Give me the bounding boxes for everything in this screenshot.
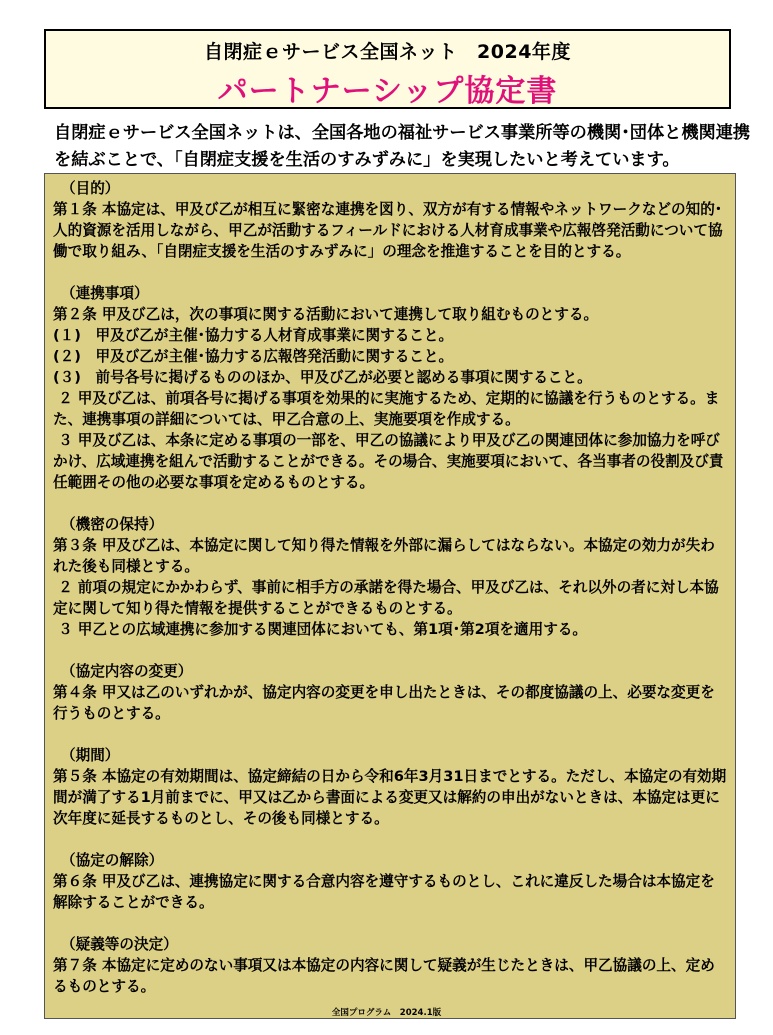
article-heading: （協定の解除） <box>61 852 164 869</box>
document-subtitle: 自閉症ｅサービス全国ネット 2024年度 <box>204 41 571 63</box>
article-heading: （疑義等の決定） <box>61 936 178 953</box>
article-paragraph: (３) 前号各号に掲げるもののほか、甲及び乙が必要と認める事項に関すること。 <box>53 369 592 386</box>
article-6 <box>53 850 727 913</box>
article-heading: （目的） <box>61 180 120 197</box>
article-4 <box>53 661 727 724</box>
article-paragraph: (２) 甲及び乙が主催･協力する広報啓発活動に関すること。 <box>53 348 454 365</box>
article-paragraph: 第１条 本協定は、甲及び乙が相互に緊密な連携を図り、双方が有する情報やネットワークなどの知的･人的資源を活用しながら、甲乙が活動するフィールドにおける人材育成事業や広報啓発活動について協働で取り組み、「自閉症支援を生活のすみずみに」の理念を推進することを目的とする。 <box>53 201 723 260</box>
article-3 <box>53 514 727 640</box>
article-paragraph: (１) 甲及び乙が主催･協力する人材育成事業に関すること。 <box>53 327 454 344</box>
article-7 <box>53 934 727 997</box>
version-footer: 全国プログラム 2024.1版 <box>331 1008 442 1018</box>
article-paragraph: ２ 前項の規定にかかわらず、事前に相手方の承諾を得た場合、甲及び乙は、それ以外の者に対し本協定に関して知り得た情報を提供することができるものとする。 <box>53 579 719 617</box>
article-paragraph: 第４条 甲又は乙のいずれかが、協定内容の変更を申し出たときは、その都度協議の上、必要な変更を行うものとする。 <box>53 684 715 722</box>
article-heading: （連携事項） <box>61 285 149 302</box>
document-title: パートナーシップ協定書 <box>217 74 558 109</box>
article-heading: （協定内容の変更） <box>61 663 193 680</box>
agreement-body <box>44 173 736 1019</box>
article-paragraph: ３ 甲乙との広域連携に参加する関連団体においても、第1項･第2項を適用する。 <box>53 621 587 638</box>
article-paragraph: ３ 甲及び乙は、本条に定める事項の一部を、甲乙の協議により甲及び乙の関連団体に参加協力を呼びかけ、広域連携を組んで活動することができる。その場合、実施要項において、各当事者の役割及び責任範囲その他の必要な事項を定めるものとする。 <box>53 432 724 491</box>
title-box <box>44 29 731 109</box>
article-paragraph: 第７条 本協定に定めのない事項又は本協定の内容に関して疑義が生じたときは、甲乙協議の上、定めるものとする。 <box>53 957 715 995</box>
article-1 <box>53 178 727 262</box>
article-heading: （機密の保持） <box>61 516 164 533</box>
article-paragraph: 第２条 甲及び乙は，次の事項に関する活動において連携して取り組むものとする。 <box>53 306 599 323</box>
article-paragraph: ２ 甲及び乙は、前項各号に掲げる事項を効果的に実施するため、定期的に協議を行うものとする。また、連携事項の詳細については、甲乙合意の上、実施要項を作成する。 <box>53 390 720 428</box>
article-5 <box>53 745 727 829</box>
article-paragraph: 第３条 甲及び乙は、本協定に関して知り得た情報を外部に漏らしてはならない。本協定の効力が失われた後も同様とする。 <box>53 537 715 575</box>
article-paragraph: 第５条 本協定の有効期間は、協定締結の日から令和6年3月31日までとする。ただし、本協定の有効期間が満了する1月前までに、甲又は乙から書面による変更又は解約の申出がないときは、本協定は更に次年度に延長するものとし、その後も同様とする。 <box>53 768 727 827</box>
article-heading: （期間） <box>61 747 120 764</box>
article-2 <box>53 283 727 493</box>
intro-text: 自閉症ｅサービス全国ネットは、全国各地の福祉サービス事業所等の機関･団体と機関連携を結ぶことで、「自閉症支援を生活のすみずみに」を実現したいと考えています。 <box>54 123 751 170</box>
article-paragraph: 第６条 甲及び乙は、連携協定に関する合意内容を遵守するものとし、これに違反した場合は本協定を解除することができる。 <box>53 873 715 911</box>
